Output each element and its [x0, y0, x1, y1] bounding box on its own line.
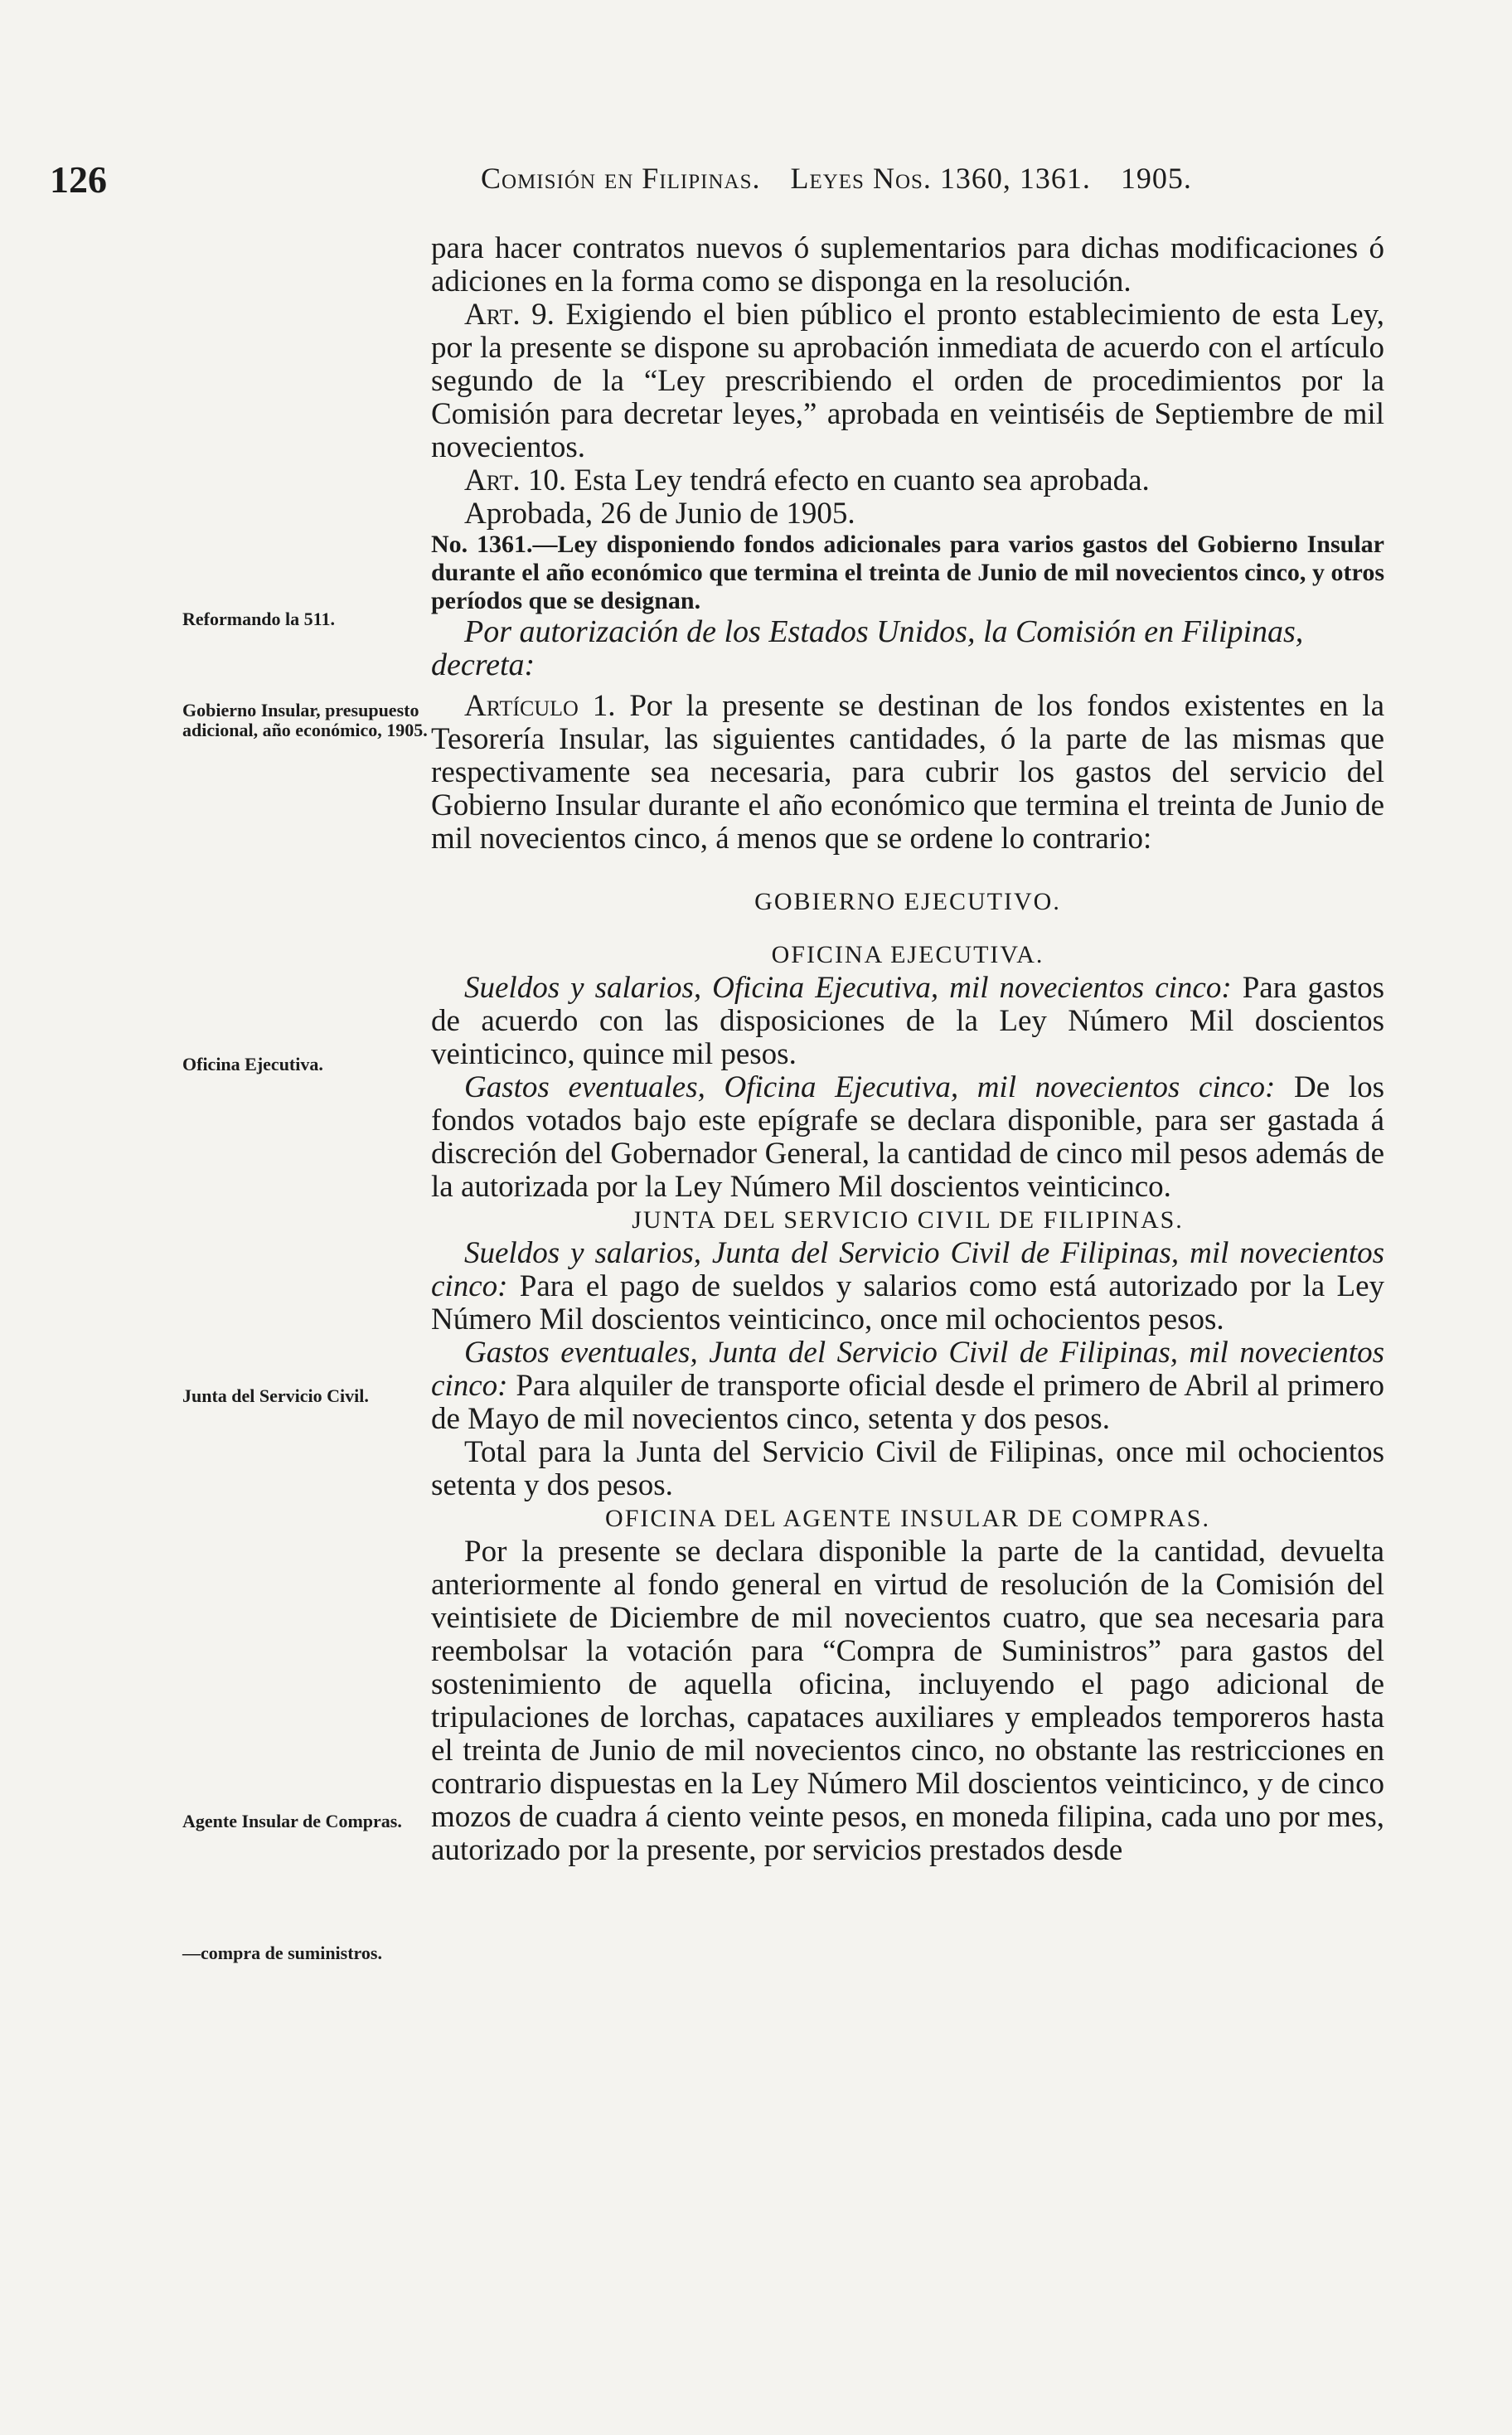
approval-date: Aprobada, 26 de Junio de 1905.	[464, 497, 855, 531]
margin-note-agente: Agente Insular de Compras.	[182, 1811, 402, 1831]
heading-oficina-ejecutiva: OFICINA EJECUTIVA.	[771, 941, 1044, 968]
body-text	[431, 232, 1384, 1867]
item-sueldos-oficina	[431, 972, 1384, 1071]
item-gastos-junta-text: Para alquiler de transporte oficial desde el primero de Abril al primero de Mayo de mil novecientos cinco, setenta y dos pesos.	[431, 1369, 1384, 1436]
heading-junta-servicio-civil: JUNTA DEL SERVICIO CIVIL DE FILIPINAS.	[632, 1206, 1184, 1234]
heading-agente-compras: OFICINA DEL AGENTE INSULAR DE COMPRAS.	[605, 1505, 1210, 1532]
running-title-text: Comisión en Filipinas.	[481, 162, 761, 195]
article-1-label: Artículo 1.	[464, 689, 616, 723]
margin-note-oficina: Oficina Ejecutiva.	[182, 1054, 323, 1074]
page-header	[50, 158, 1409, 207]
law-title: No. 1361.—Ley disponiendo fondos adicionales para varios gastos del Gobierno Insular durante el año económico que termina el treinta de Junio de mil novecientos cinco, y otros períodos que se designan.	[431, 531, 1384, 614]
paragraph-agente: Por la presente se declara disponible la parte de la cantidad, devuelta anteriormente al fondo general en virtud de resolución de la Comisión del veintisiete de Diciembre de mil novecientos cuatro, que sea necesaria para reembolsar la votación para “Compra de Suministros” para gastos del sostenimiento de aquella oficina, incluyendo el pago adicional de tripulaciones de lorchas, capataces auxiliares y empleados temporeros hasta el treinta de Junio de mil novecientos cinco, no obstante las restricciones en contrario dispuestas en la Ley Número Mil doscientos veinticinco, y de cinco mozos de cuadra á ciento veinte pesos, en moneda filipina, cada uno por mes, autorizado por la presente, por servicios prestados desde	[431, 1535, 1384, 1867]
header-year: 1905.	[1120, 162, 1192, 195]
total-junta: Total para la Junta del Servicio Civil de Filipinas, once mil ochocientos setenta y dos pesos.	[431, 1435, 1384, 1502]
item-sueldos-junta	[431, 1237, 1384, 1336]
heading-gobierno-ejecutivo: GOBIERNO EJECUTIVO.	[754, 888, 1061, 915]
item-sueldos-oficina-title: Sueldos y salarios, Oficina Ejecutiva, mil novecientos cinco:	[464, 971, 1232, 1005]
enacting-clause: Por autorización de los Estados Unidos, la Comisión en Filipinas,	[464, 614, 1304, 649]
item-gastos-junta	[431, 1336, 1384, 1436]
article-9	[431, 298, 1384, 464]
law-numbers: Leyes Nos. 1360, 1361.	[790, 162, 1091, 195]
article-10-label: Art. 10.	[464, 463, 567, 497]
article-1-text: Por la presente se destinan de los fondos existentes en la Tesorería Insular, las siguientes cantidades, ó la parte de las mismas que respectivamente sea necesaria, para cubrir los gastos del servicio del Gobierno Insular durante el año económico que termina el treinta de Junio de mil novecientos cinco, á menos que se ordene lo contrario:	[431, 689, 1384, 856]
page-number: 126	[50, 158, 107, 201]
margin-note-junta: Junta del Servicio Civil.	[182, 1385, 369, 1406]
item-gastos-oficina-title: Gastos eventuales, Oficina Ejecutiva, mil novecientos cinco:	[464, 1070, 1276, 1104]
article-10-text: Esta Ley tendrá efecto en cuanto sea aprobada.	[566, 463, 1150, 497]
enacting-decreta: decreta:	[431, 648, 536, 682]
paragraph-contract: para hacer contratos nuevos ó suplementarios para dichas modificaciones ó adiciones en la forma como se disponga en la resolución.	[431, 231, 1384, 298]
item-sueldos-junta-text: Para el pago de sueldos y salarios como está autorizado por la Ley Número Mil doscientos veinticinco, once mil ochocientos pesos.	[431, 1269, 1384, 1336]
item-sueldos-junta-title: Sueldos y salarios, Junta del Servicio Civil de Filipinas, mil novecientos cinco:	[431, 1236, 1384, 1303]
article-9-text: Exigiendo el bien público el pronto establecimiento de esta Ley, por la presente se dispone su aprobación inmediata de acuerdo con el artículo segundo de la “Ley prescribiendo el orden de procedimientos por la Comisión para decretar leyes,” aprobada en veintiséis de Septiembre de mil novecientos.	[431, 298, 1384, 464]
item-gastos-oficina	[431, 1071, 1384, 1204]
article-9-label: Art. 9.	[464, 298, 555, 332]
item-gastos-junta-title: Gastos eventuales, Junta del Servicio Civil de Filipinas, mil novecientos cinco:	[431, 1336, 1384, 1403]
margin-note-gobierno: Gobierno Insular, presupuesto adicional, año económico, 1905.	[182, 700, 428, 740]
running-title	[481, 161, 1192, 196]
margin-note-reformando: Reformando la 511.	[182, 609, 335, 629]
item-gastos-oficina-text: De los fondos votados bajo este epígrafe se declara disponible, para ser gastada á discreción del Gobernador General, la cantidad de cinco mil pesos además de la autorizada por la Ley Número Mil doscientos veinticinco.	[431, 1070, 1385, 1204]
article-1	[431, 690, 1384, 856]
article-10	[431, 464, 1384, 497]
item-sueldos-oficina-text: Para gastos de acuerdo con las disposiciones de la Ley Número Mil doscientos veinticinco, quince mil pesos.	[431, 971, 1385, 1071]
margin-note-compra: —compra de suministros.	[182, 1943, 382, 1963]
